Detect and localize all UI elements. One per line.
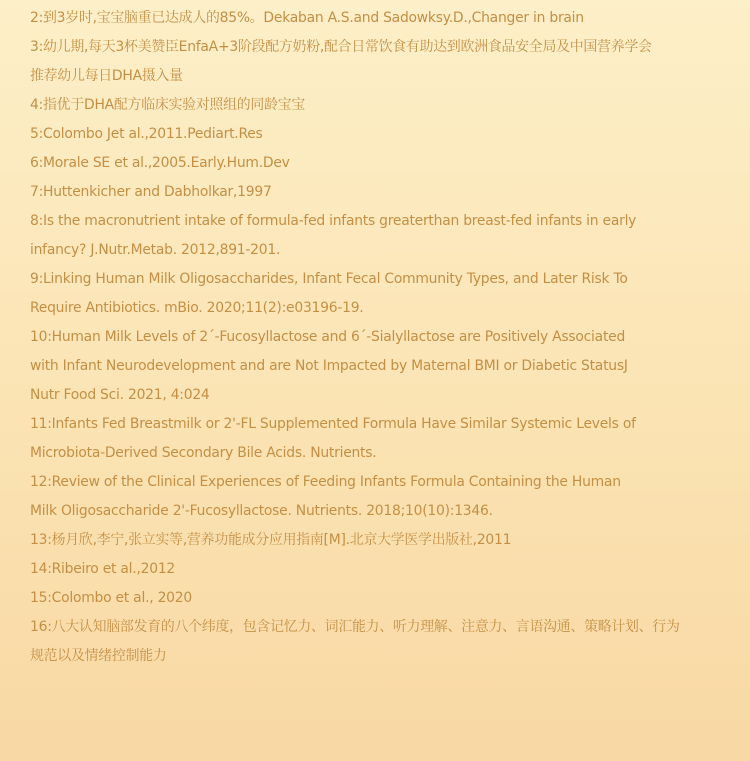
reference-line: 12:Review of the Clinical Experiences of Feeding Infants Formula Containing the Human [30, 474, 621, 490]
reference-line: 2:到3岁时,宝宝脑重已达成人的85%。Dekaban A.S.and Sadowksy.D.,Changer in brain [30, 10, 584, 26]
reference-line: 10:Human Milk Levels of 2´-Fucosyllactose and 6´-Sialyllactose are Positively Associated [30, 329, 626, 345]
reference-line: 9:Linking Human Milk Oligosaccharides, Infant Fecal Community Types, and Later Risk To [30, 271, 628, 287]
reference-line: 规范以及情绪控制能力 [30, 648, 167, 664]
reference-line: 11:Infants Fed Breastmilk or 2'-FL Supplemented Formula Have Similar Systemic Levels of [30, 416, 636, 432]
reference-line: 4:指优于DHA配方临床实验对照组的同龄宝宝 [30, 97, 306, 113]
reference-line: 15:Colombo et al., 2020 [30, 590, 192, 606]
reference-line: 13:杨月欣,李宁,张立实等,营养功能成分应用指南[M].北京大学医学出版社,2011 [30, 532, 512, 548]
reference-line: Nutr Food Sci. 2021, 4:024 [30, 387, 210, 403]
reference-line: 16:八大认知脑部发育的八个纬度，包含记忆力、词汇能力、听力理解、注意力、言语沟通、策略计划、行为 [30, 619, 680, 635]
reference-line: 3:幼儿期,每天3杯美赞臣EnfaA+3阶段配方奶粉,配合日常饮食有助达到欧洲食品安全局及中国营养学会 [30, 39, 652, 55]
reference-line: 7:Huttenkicher and Dabholkar,1997 [30, 184, 272, 200]
reference-line: Milk Oligosaccharide 2'-Fucosyllactose. Nutrients. 2018;10(10):1346. [30, 503, 493, 519]
reference-line: with Infant Neurodevelopment and are Not Impacted by Maternal BMI or Diabetic StatusJ [30, 358, 628, 374]
reference-line: Microbiota-Derived Secondary Bile Acids. Nutrients. [30, 445, 377, 461]
reference-line: 推荐幼儿每日DHA摄入量 [30, 68, 183, 84]
reference-line: 5:Colombo Jet al.,2011.Pediart.Res [30, 126, 263, 142]
reference-line: 14:Ribeiro et al.,2012 [30, 561, 176, 577]
references-list [30, 4, 730, 671]
reference-line: 6:Morale SE et al.,2005.Early.Hum.Dev [30, 155, 290, 171]
reference-line: infancy? J.Nutr.Metab. 2012,891-201. [30, 242, 281, 258]
reference-line: Require Antibiotics. mBio. 2020;11(2):e03196-19. [30, 300, 364, 316]
reference-line: 8:Is the macronutrient intake of formula-fed infants greaterthan breast-fed infants in early [30, 213, 637, 229]
